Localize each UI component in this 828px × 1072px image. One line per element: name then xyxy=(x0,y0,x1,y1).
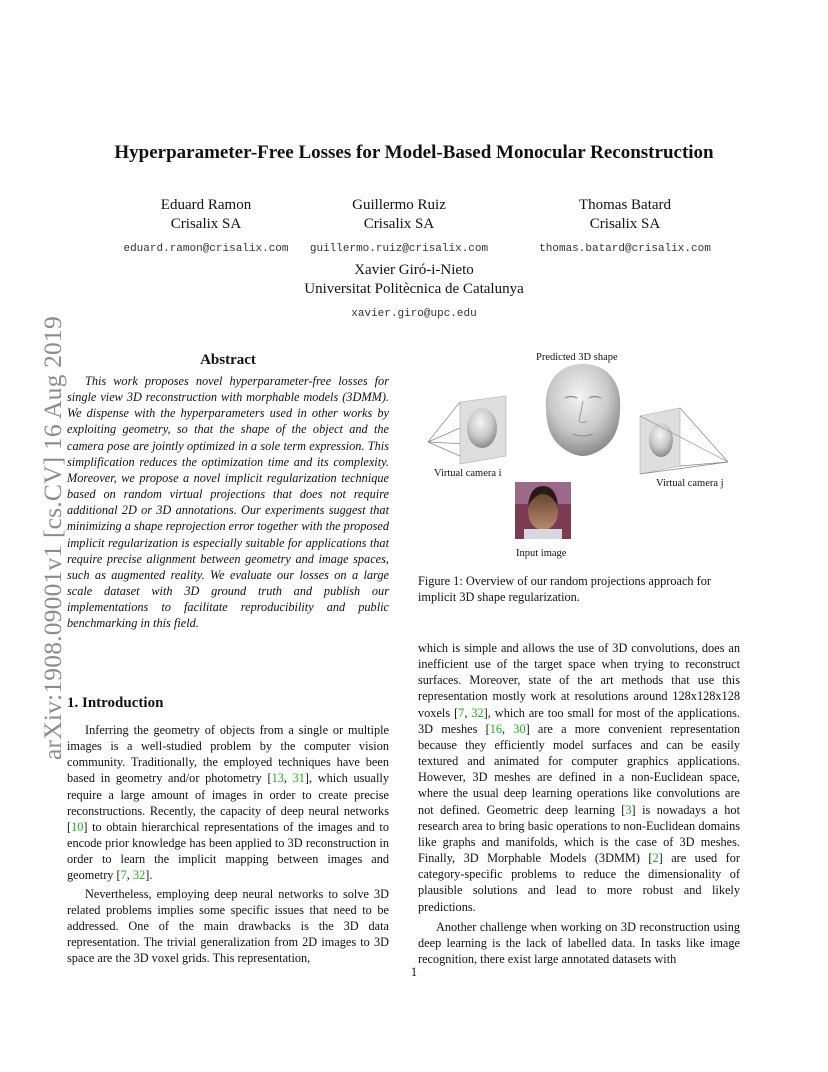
citation-link[interactable]: 10 xyxy=(71,819,84,834)
author-name: Xavier Giró-i-Nieto xyxy=(354,262,474,278)
abstract-body xyxy=(67,373,389,632)
author-block-1 xyxy=(96,196,316,259)
author-name: Thomas Batard xyxy=(578,197,672,213)
figure-1-caption: Figure 1: Overview of our random projections approach for implicit 3D shape regularization. xyxy=(418,574,711,605)
arxiv-id: arXiv:1908.09001v1 [cs.CV] 16 Aug 2019 xyxy=(38,316,67,760)
section-heading-introduction: 1. Introduction xyxy=(67,695,164,711)
author-name: Eduard Ramon xyxy=(160,197,252,213)
author-email: thomas.batard@crisalix.com xyxy=(539,243,711,255)
text-run: Inferring the geometry of objects from a single or multiple images is a well-studied problem by the computer vision community. Traditionally, the employed techniques have been based in geometry and/or photometry [ xyxy=(67,723,389,786)
right-paragraph-1 xyxy=(418,640,740,915)
text-run: , xyxy=(502,721,514,736)
text-run: ] to obtain hierarchical representations of the images and to encode prior knowledge has been applied to 3D reconstruction in order to learn the implicit mapping between images and geometry [ xyxy=(67,819,389,883)
citation-link[interactable]: 2 xyxy=(652,851,659,866)
citation-link[interactable]: 32 xyxy=(471,705,484,720)
abstract-text: This work proposes novel hyperparameter-free losses for single view 3D reconstruction with morphable models (3DMM). We dispense with the hyperparameters used in other works by exploiting geometry, so that the shape of the object and the camera pose are jointly optimized in a sole term expression. This simplification reduces the optimization time and its complexity. Moreover, we propose a novel implicit regularization technique based on random virtual projections that does not require additional 2D or 3D annotations. Our experiments suggest that minimizing a shape reprojection error together with the proposed implicit regularization is especially suitable for applications that require precise alignment between geometry and image spaces, such as augmented reality. We evaluate our losses on a large scale dataset with 3D ground truth and publish our implementations to facilitate reproducibility and public benchmarking in this field. xyxy=(67,374,389,631)
author-email: xavier.giro@upc.edu xyxy=(351,308,477,320)
author-affiliation: Universitat Politècnica de Catalunya xyxy=(304,281,524,297)
text-run: ] are a more convenient representation because they efficiently model surfaces and can be easily textured and animated for computer graphics applications. However, 3D meshes are defined in a non-Euclidean space, where the usual deep learning operations like convolutions are not defined. Geometric deep learning [ xyxy=(418,721,740,817)
right-paragraph-2: Another challenge when working on 3D reconstruction using deep learning is the lack of labelled data. In tasks like image recognition, there exist large annotated datasets with xyxy=(418,919,740,966)
text-run: ] are used for category-specific problems to reduce the dimensionality of plausible solutions and lead to more robust and likely predictions. xyxy=(418,851,741,914)
label-virtual-camera-j: Virtual camera j xyxy=(656,478,724,489)
virtual-plane-right xyxy=(640,408,680,474)
text-run: ], which usually require a large amount of images in order to create precise reconstructions. Recently, the capacity of deep neural networks [ xyxy=(67,771,389,834)
intro-paragraph-1 xyxy=(67,722,389,884)
intro-paragraph-2: Nevertheless, employing deep neural networks to solve 3D related problems implies some specific issues that need to be addressed. One of the main drawbacks is the 3D data representation. The trivial generalization from 2D images to 3D space are the 3D voxel grids. This representation, xyxy=(67,886,389,966)
author-name: Guillermo Ruiz xyxy=(352,197,446,213)
page-number: 1 xyxy=(410,965,418,979)
arxiv-stamp xyxy=(18,280,67,760)
input-image xyxy=(515,482,571,539)
figure-1 xyxy=(418,346,740,568)
abstract-heading: Abstract xyxy=(200,352,256,368)
text-run: ]. xyxy=(145,868,153,883)
citation-link[interactable]: 13 xyxy=(271,771,284,786)
author-block-2 xyxy=(289,196,509,259)
author-affiliation: Crisalix SA xyxy=(589,216,661,232)
text-run: , xyxy=(464,705,472,720)
author-block-3 xyxy=(515,196,735,259)
text-run: which is simple and allows the use of 3D convolutions, does an inefficient use of the target space when trying to reconstruct surfaces. Moreover, state of the art methods that use this representation mostly work at resolutions around 128x128x128 voxels [ xyxy=(418,641,740,720)
label-virtual-camera-i: Virtual camera i xyxy=(434,468,502,479)
virtual-plane-left xyxy=(460,396,506,464)
text-run: , xyxy=(126,868,133,883)
text-run: ] is nowadays a hot research area to bring basic operations to non-Euclidean domains like graphs and manifolds, which is the case of 3D meshes. Finally, 3D Morphable Models (3DMM) [ xyxy=(418,802,740,866)
predicted-3d-face xyxy=(546,364,620,456)
left-column-body xyxy=(67,722,389,966)
author-affiliation: Crisalix SA xyxy=(363,216,435,232)
figure-illustration xyxy=(418,346,740,568)
citation-link[interactable]: 32 xyxy=(132,868,146,883)
author-email: guillermo.ruiz@crisalix.com xyxy=(309,243,489,255)
citation-link[interactable]: 30 xyxy=(513,721,526,736)
citation-link[interactable]: 3 xyxy=(625,802,632,817)
right-column-body xyxy=(418,640,740,967)
author-affiliation: Crisalix SA xyxy=(170,216,242,232)
citation-link[interactable]: 16 xyxy=(489,721,503,736)
author-block-4 xyxy=(254,261,574,324)
citation-link[interactable]: 7 xyxy=(458,705,465,720)
citation-link[interactable]: 7 xyxy=(120,868,127,883)
label-input-image: Input image xyxy=(516,548,567,559)
citation-link[interactable]: 31 xyxy=(292,771,305,786)
text-run: ], which are too small for most of the applications. 3D meshes [ xyxy=(418,705,740,736)
author-email: eduard.ramon@crisalix.com xyxy=(123,243,289,255)
paper-title: Hyperparameter-Free Losses for Model-Based Monocular Reconstruction xyxy=(114,142,714,163)
text-run: , xyxy=(283,771,293,786)
label-predicted-3d-shape: Predicted 3D shape xyxy=(536,352,618,363)
